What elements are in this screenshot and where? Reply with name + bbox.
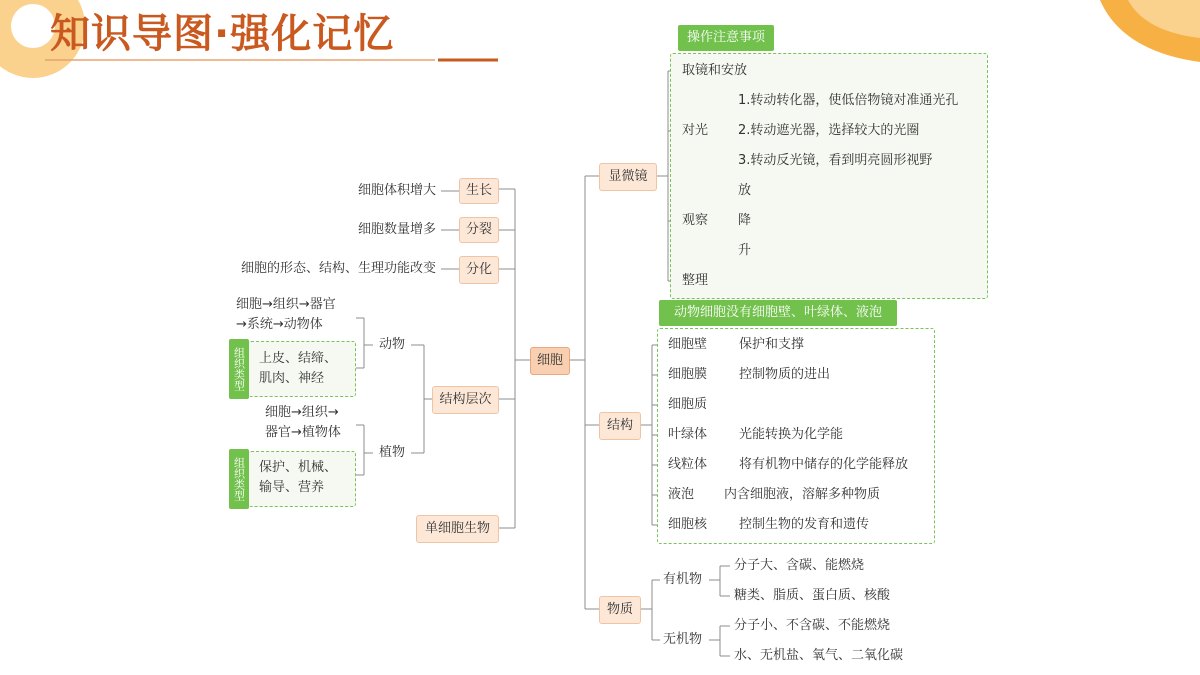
organic-item-2: 糖类、脂质、蛋白质、核酸: [734, 588, 891, 603]
focus-step-2: 2.转动遮光器，选择较大的光圈: [738, 123, 920, 138]
microscope-notice-box: [670, 53, 988, 299]
node-microscope: 显微镜: [599, 163, 657, 191]
structure-notice-label: 动物细胞没有细胞壁、叶绿体、液泡: [659, 300, 897, 326]
plant-tissue-line1: 保护、机械、: [259, 460, 338, 475]
plant-tissue-line2: 输导、营养: [259, 480, 325, 495]
part-func-mitochondria: 将有机物中储存的化学能释放: [739, 457, 909, 472]
part-func-nucleus: 控制生物的发育和遗传: [739, 517, 870, 532]
part-func-chloroplast: 光能转换为化学能: [739, 427, 844, 442]
node-matter: 物质: [599, 596, 641, 624]
part-name-wall: 细胞壁: [668, 337, 708, 352]
organic-item-1: 分子大、含碳、能燃烧: [734, 558, 865, 573]
part-name-cytoplasm: 细胞质: [668, 397, 708, 412]
matter-inorganic: 无机物: [663, 632, 703, 647]
microscope-observe: 观察: [682, 213, 709, 228]
focus-step-1: 1.转动转化器，使低倍物镜对准通光孔: [738, 93, 959, 108]
part-func-wall: 保护和支撑: [739, 337, 805, 352]
observe-step-3: 升: [738, 243, 752, 258]
focus-step-3: 3.转动反光镜，看到明亮圆形视野: [738, 153, 933, 168]
plant-tissue-tag: 组织类型: [229, 449, 249, 509]
animal-path-line1: 细胞→组织→器官: [236, 297, 336, 312]
inorganic-item-1: 分子小、不含碳、不能燃烧: [734, 618, 891, 633]
part-name-vacuole: 液泡: [668, 487, 695, 502]
node-growth: 生长: [459, 178, 499, 204]
node-structure: 结构: [599, 412, 641, 440]
part-name-nucleus: 细胞核: [668, 517, 708, 532]
leaf-growth: 细胞体积增大: [357, 183, 436, 198]
matter-organic: 有机物: [663, 572, 703, 587]
animal-tissue-tag: 组织类型: [229, 339, 249, 399]
node-differentiation: 分化: [459, 256, 499, 284]
animal-path-line2: →系统→动物体: [236, 317, 323, 332]
plant-path-line2: 器官→植物体: [265, 425, 341, 440]
part-func-vacuole: 内含细胞液，溶解多种物质: [724, 487, 881, 502]
animal-tissue-line2: 肌肉、神经: [259, 371, 325, 386]
plant-path-line1: 细胞→组织→: [265, 405, 339, 420]
node-structure-levels: 结构层次: [432, 386, 499, 414]
part-name-mitochondria: 线粒体: [668, 457, 708, 472]
leaf-division: 细胞数量增多: [357, 222, 436, 237]
inorganic-item-2: 水、无机盐、氧气、二氧化碳: [734, 648, 904, 663]
part-func-membrane: 控制物质的进出: [739, 367, 831, 382]
observe-step-1: 放: [738, 183, 752, 198]
microscope-tidy: 整理: [682, 273, 709, 288]
root-node: 细胞: [530, 347, 570, 375]
node-division: 分裂: [459, 217, 499, 243]
leaf-differentiation: 细胞的形态、结构、生理功能改变: [240, 261, 436, 276]
part-name-chloroplast: 叶绿体: [668, 427, 708, 442]
microscope-notice-label: 操作注意事项: [678, 25, 774, 51]
node-plant: 植物: [379, 445, 406, 460]
node-unicellular: 单细胞生物: [416, 515, 499, 543]
animal-tissue-line1: 上皮、结缔、: [259, 351, 338, 366]
page-title: 知识导图·强化记忆: [50, 11, 395, 57]
part-name-membrane: 细胞膜: [668, 367, 708, 382]
microscope-take: 取镜和安放: [682, 63, 748, 78]
observe-step-2: 降: [738, 213, 752, 228]
microscope-focus: 对光: [682, 123, 709, 138]
node-animal: 动物: [379, 337, 406, 352]
